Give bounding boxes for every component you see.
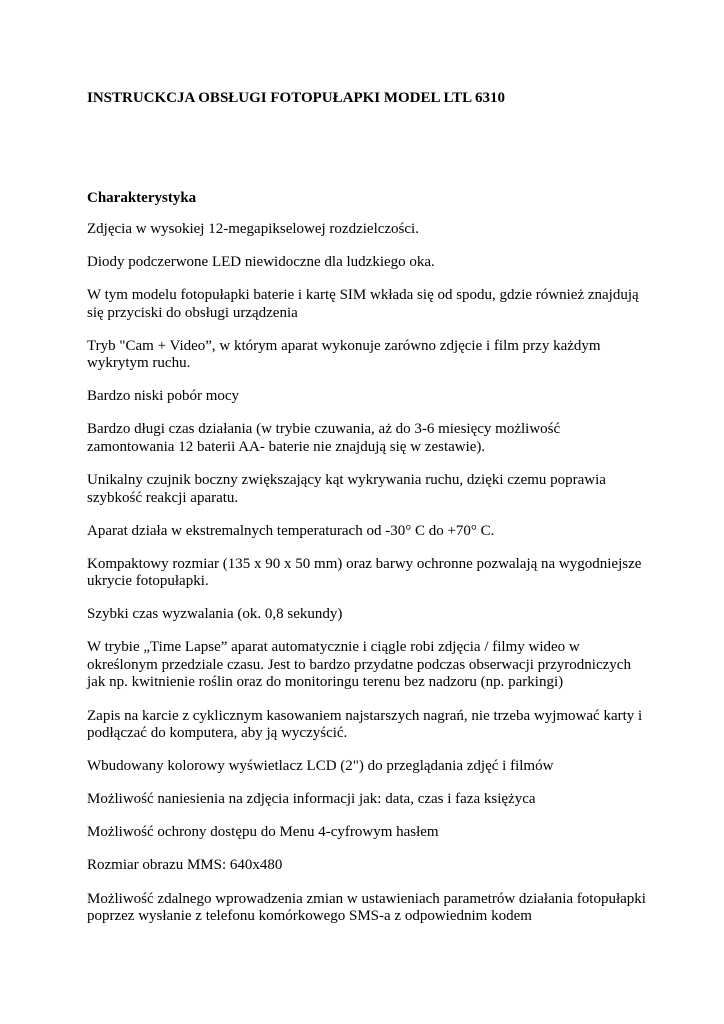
- feature-paragraph: W tym modelu fotopułapki baterie i kartę SIM wkłada się od spodu, gdzie również znajdują się przyciski do obsługi urządzenia: [87, 287, 639, 321]
- feature-paragraph: Unikalny czujnik boczny zwiększający kąt wykrywania ruchu, dzięki czemu poprawia szybkość reakcji aparatu.: [87, 472, 606, 506]
- feature-paragraph: Bardzo długi czas działania (w trybie czuwania, aż do 3-6 miesięcy możliwość zamontowania 12 baterii AA- baterie nie znajdują się w zestawie).: [87, 421, 561, 455]
- section-heading: Charakterystyka: [87, 190, 197, 206]
- feature-paragraph: Możliwość naniesienia na zdjęcia informacji jak: data, czas i faza księżyca: [87, 791, 536, 808]
- feature-list: [87, 221, 647, 941]
- feature-paragraph: Rozmiar obrazu MMS: 640x480: [87, 857, 283, 874]
- feature-paragraph: W trybie „Time Lapse” aparat automatycznie i ciągle robi zdjęcia / filmy wideo w określonym przedziale czasu. Jest to bardzo przydatne podczas obserwacji przyrodniczych jak np. kwitnienie roślin oraz do monitoringu terenu bez nadzoru (np. parkingi): [87, 639, 631, 691]
- feature-paragraph: Kompaktowy rozmiar (135 x 90 x 50 mm) oraz barwy ochronne pozwalają na wygodniejsze ukrycie fotopułapki.: [87, 555, 642, 590]
- document-title: INSTRUCKCJA OBSŁUGI FOTOPUŁAPKI MODEL LTL 6310: [87, 90, 506, 106]
- feature-paragraph: Wbudowany kolorowy wyświetlacz LCD (2") do przeglądania zdjęć i filmów: [87, 758, 554, 775]
- feature-paragraph: Możliwość zdalnego wprowadzenia zmian w ustawieniach parametrów działania fotopułapki poprzez wysłanie z telefonu komórkowego SMS-a z odpowiednim kodem: [87, 890, 646, 924]
- feature-paragraph: Aparat działa w ekstremalnych temperaturach od -30° C do +70° C.: [87, 522, 495, 539]
- feature-paragraph: Bardzo niski pobór mocy: [87, 388, 240, 405]
- feature-paragraph: Szybki czas wyzwalania (ok. 0,8 sekundy): [87, 606, 343, 623]
- feature-paragraph: Zapis na karcie z cyklicznym kasowaniem najstarszych nagrań, nie trzeba wyjmować karty i podłączać do komputera, aby ją wyczyścić.: [87, 707, 643, 742]
- feature-paragraph: Diody podczerwone LED niewidoczne dla ludzkiego oka.: [87, 254, 435, 271]
- feature-paragraph: Tryb "Cam + Video”, w którym aparat wykonuje zarówno zdjęcie i film przy każdym wykrytym ruchu.: [87, 337, 601, 372]
- feature-paragraph: Zdjęcia w wysokiej 12-megapikselowej rozdzielczości.: [87, 221, 419, 237]
- feature-paragraph: Możliwość ochrony dostępu do Menu 4-cyfrowym hasłem: [87, 824, 439, 841]
